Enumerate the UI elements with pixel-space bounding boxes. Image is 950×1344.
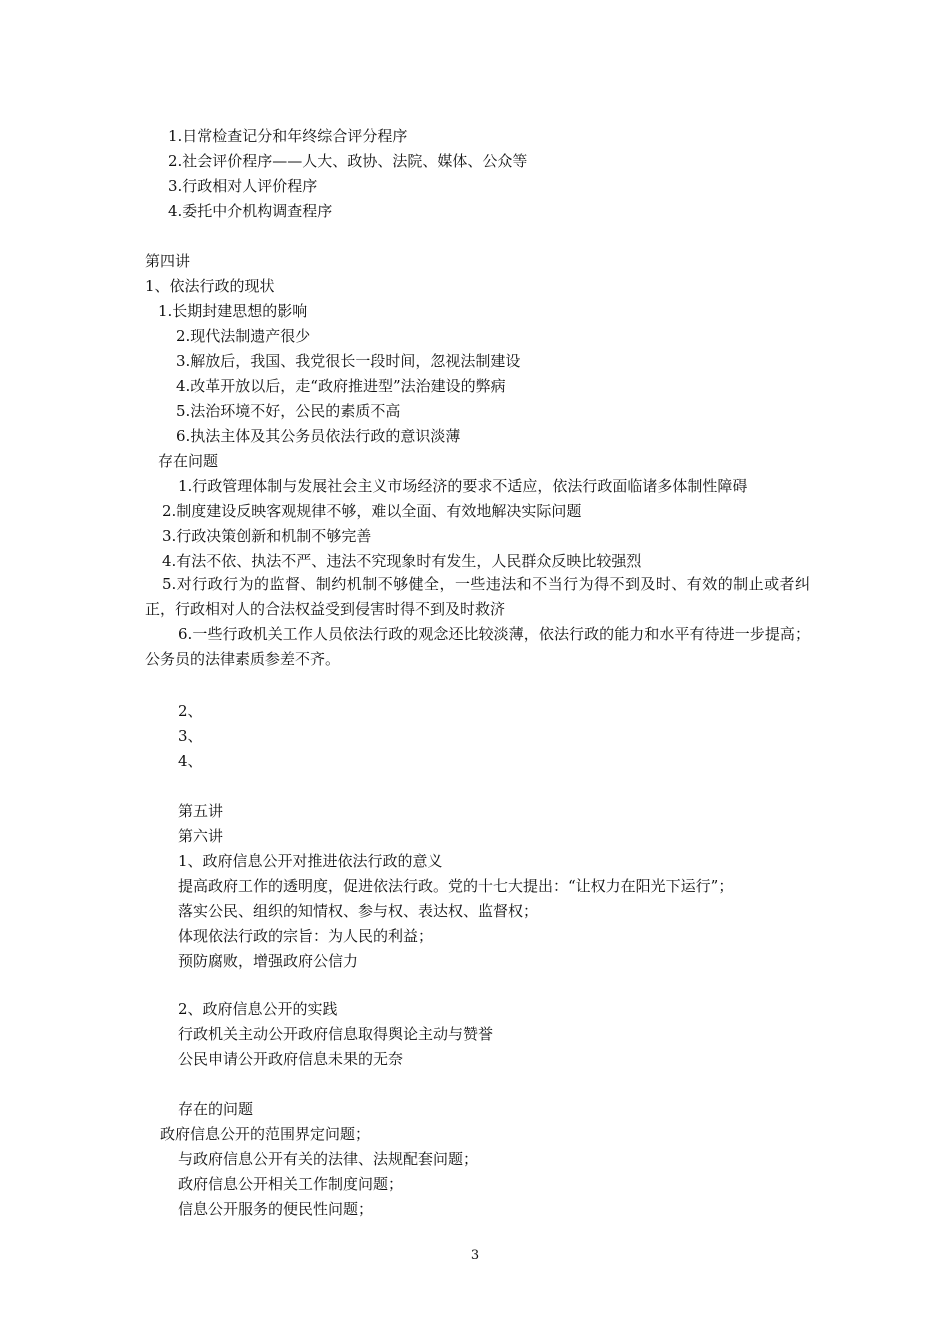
subsection-heading: 1、依法行政的现状 [145, 277, 275, 295]
text-line: 3.行政相对人评价程序 [168, 177, 318, 195]
text-line: 与政府信息公开有关的法律、法规配套问题； [178, 1150, 479, 1168]
text-line: 1.长期封建思想的影响 [158, 302, 308, 320]
text-line: 公民申请公开政府信息未果的无奈 [178, 1050, 404, 1068]
text-line: 1.行政管理体制与发展社会主义市场经济的要求不适应，依法行政面临诸多体制性障碍 [178, 477, 748, 495]
text-line: 落实公民、组织的知情权、参与权、表达权、监督权； [178, 902, 539, 920]
text-line: 4、 [178, 752, 203, 770]
text-line: 5.法治环境不好，公民的素质不高 [176, 402, 401, 420]
text-line: 政府信息公开相关工作制度问题； [178, 1175, 404, 1193]
paragraph: 5.对行政行为的监督、制约机制不够健全，一些违法和不当行为得不到及时、有效的制止或者纠正，行政相对人的合法权益受到侵害时得不到及时救济 [145, 575, 810, 618]
text-line: 6.执法主体及其公务员依法行政的意识淡薄 [176, 427, 461, 445]
page-number: 3 [470, 1248, 480, 1263]
text-line: 3.解放后，我国、我党很长一段时间，忽视法制建设 [176, 352, 521, 370]
section-heading: 第四讲 [145, 252, 191, 270]
text-line: 提高政府工作的透明度，促进依法行政。党的十七大提出：“让权力在阳光下运行”； [178, 877, 734, 895]
text-line: 3、 [178, 727, 203, 745]
text-line: 4.委托中介机构调查程序 [168, 202, 333, 220]
section-heading: 第六讲 [178, 827, 224, 845]
text-line: 4.改革开放以后，走“政府推进型”法治建设的弊病 [176, 377, 506, 395]
text-line: 体现依法行政的宗旨：为人民的利益； [178, 927, 434, 945]
text-line: 2.社会评价程序——人大、政协、法院、媒体、公众等 [168, 152, 528, 170]
text-line: 1.日常检查记分和年终综合评分程序 [168, 127, 408, 145]
text-line: 3.行政决策创新和机制不够完善 [162, 527, 372, 545]
text-line: 2.制度建设反映客观规律不够，难以全面、有效地解决实际问题 [162, 502, 582, 520]
text-line: 预防腐败，增强政府公信力 [178, 952, 359, 970]
subsection-heading: 存在问题 [158, 452, 219, 470]
subsection-heading: 2、政府信息公开的实践 [178, 1000, 338, 1018]
subsection-heading: 存在的问题 [178, 1100, 254, 1118]
text-line: 4.有法不依、执法不严、违法不究现象时有发生，人民群众反映比较强烈 [162, 552, 642, 570]
text-line: 信息公开服务的便民性问题； [178, 1200, 374, 1218]
text-line: 行政机关主动公开政府信息取得舆论主动与赞誉 [178, 1025, 494, 1043]
section-heading: 第五讲 [178, 802, 224, 820]
subsection-heading: 1、政府信息公开对推进依法行政的意义 [178, 852, 443, 870]
text-line: 2、 [178, 702, 203, 720]
paragraph: 6.一些行政机关工作人员依法行政的观念还比较淡薄，依法行政的能力和水平有待进一步提高；公务员的法律素质参差不齐。 [145, 625, 810, 668]
text-line: 2.现代法制遗产很少 [176, 327, 311, 345]
text-line: 政府信息公开的范围界定问题； [160, 1125, 371, 1143]
